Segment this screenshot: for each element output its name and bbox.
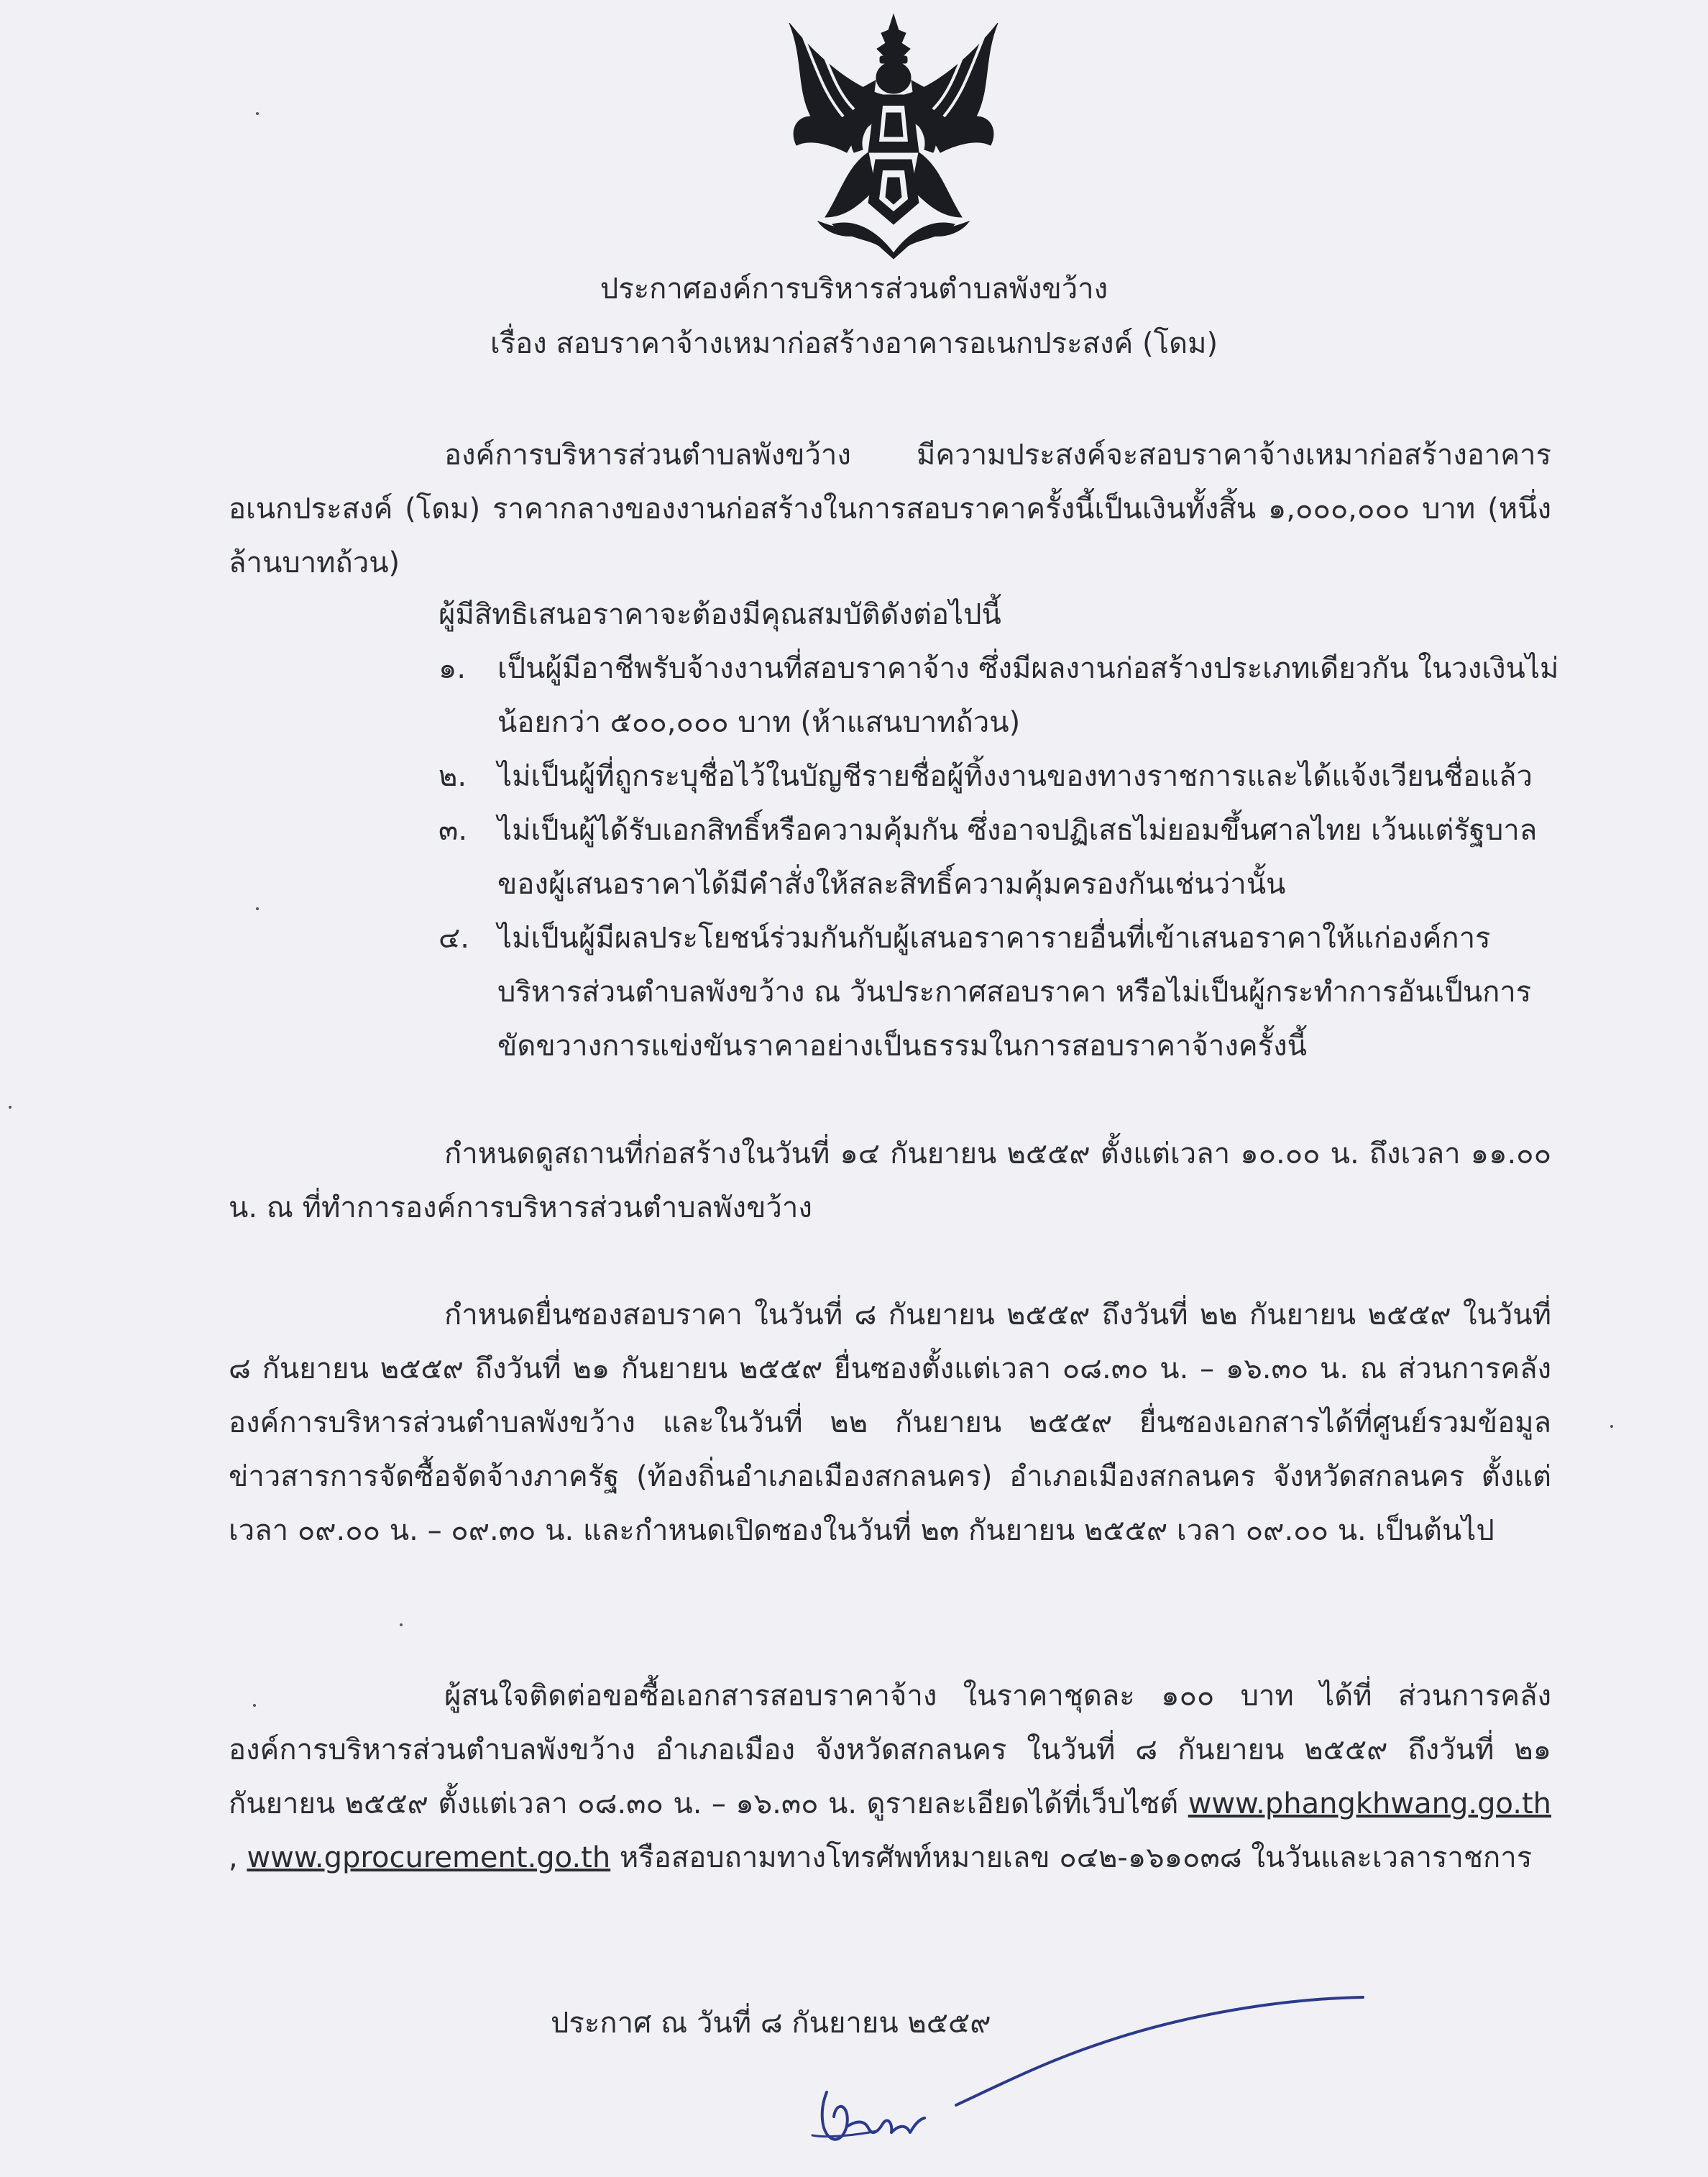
qualifications-intro: ผู้มีสิทธิเสนอราคาจะต้องมีคุณสมบัติดังต่อไปนี้ xyxy=(439,598,1001,631)
qualifications-list xyxy=(439,642,1560,1073)
list-item xyxy=(439,912,1560,1073)
list-item-number: ๑. xyxy=(439,652,467,685)
list-item xyxy=(439,804,1560,912)
website-link-phangkhwang[interactable]: www.phangkhwang.go.th xyxy=(1188,1787,1551,1820)
garuda-emblem-icon xyxy=(775,9,1012,260)
announcement-subject: เรื่อง สอบราคาจ้างเหมาก่อสร้างอาคารอเนกประสงค์ (โดม) xyxy=(490,327,1218,360)
scan-speck xyxy=(9,1106,12,1109)
scan-speck xyxy=(256,112,259,115)
list-item-text: ไม่เป็นผู้มีผลประโยชน์ร่วมกันกับผู้เสนอราคารายอื่นที่เข้าเสนอราคาให้แก่องค์การบริหารส่วนตำบลพังขว้าง ณ วันประกาศสอบราคา หรือไม่เป็นผู้กระทำการอันเป็นการขัดขวางการแข่งขันราคาอย่างเป็นธรรมในการสอบราคาจ้างครั้งนี้ xyxy=(497,922,1532,1063)
list-item-text: ไม่เป็นผู้ที่ถูกระบุชื่อไว้ในบัญชีรายชื่อผู้ทิ้งงานของทางราชการและได้แจ้งเวียนชื่อแล้ว xyxy=(497,760,1533,793)
list-item-text: ไม่เป็นผู้ได้รับเอกสิทธิ์หรือความคุ้มกัน ซึ่งอาจปฏิเสธไม่ยอมขึ้นศาลไทย เว้นแต่รัฐบาลของผู้เสนอราคาได้มีคำสั่งให้สละสิทธิ์ความคุ้มครองกันเช่นว่านั้น xyxy=(497,814,1538,901)
submission-paragraph: กำหนดยื่นซองสอบราคา ในวันที่ ๘ กันยายน ๒๕๕๙ ถึงวันที่ ๒๒ กันยายน ๒๕๕๙ ในวันที่ ๘ กันยายน ๒๕๕๙ ถึงวันที่ ๒๑ กันยายน ๒๕๕๙ ยื่นซองตั้งแต่เวลา ๐๘.๓๐ น. – ๑๖.๓๐ น. ณ ส่วนการคลัง องค์การบริหารส่วนตำบลพังขว้าง และในวันที่ ๒๒ กันยายน ๒๕๕๙ ยื่นซองเอกสารได้ที่ศูนย์รวมข้อมูลข่าวสารการจัดซื้อจัดจ้างภาครัฐ (ท้องถิ่นอำเภอเมืองสกลนคร) อำเภอเมืองสกลนคร จังหวัดสกลนคร ตั้งแต่เวลา ๐๙.๐๐ น. – ๐๙.๓๐ น. และกำหนดเปิดซองในวันที่ ๒๓ กันยายน ๒๕๕๙ เวลา ๐๙.๐๐ น. เป็นต้นไป xyxy=(229,1298,1552,1547)
scan-speck xyxy=(256,907,259,910)
list-item xyxy=(439,642,1560,750)
list-item xyxy=(439,750,1560,804)
contact-text: ผู้สนใจติดต่อขอซื้อเอกสารสอบราคาจ้าง ในราคาชุดละ ๑๐๐ บาท ได้ที่ ส่วนการคลัง องค์การบริหารส่วนตำบลพังขว้าง อำเภอเมือง จังหวัดสกลนคร ในวันที่ ๘ กันยายน ๒๕๕๙ ถึงวันที่ ๒๑ กันยายน ๒๕๕๙ ตั้งแต่เวลา ๐๘.๓๐ น. – ๑๖.๓๐ น. ดูรายละเอียดได้ที่เว็บไซต์ xyxy=(229,1679,1551,1820)
website-link-gprocurement[interactable]: www.gprocurement.go.th xyxy=(247,1841,611,1874)
list-item-text: เป็นผู้มีอาชีพรับจ้างงานที่สอบราคาจ้าง ซึ่งมีผลงานก่อสร้างประเภทเดียวกัน ในวงเงินไม่น้อยกว่า ๕๐๐,๐๐๐ บาท (ห้าแสนบาทถ้วน) xyxy=(497,652,1559,739)
list-item-number: ๔. xyxy=(439,922,469,955)
site-visit-paragraph: กำหนดดูสถานที่ก่อสร้างในวันที่ ๑๔ กันยายน ๒๕๕๙ ตั้งแต่เวลา ๑๐.๐๐ น. ถึงเวลา ๑๑.๐๐ น. ณ ที่ทำการองค์การบริหารส่วนตำบลพังขว้าง xyxy=(229,1137,1551,1224)
scan-speck xyxy=(1610,1425,1613,1428)
list-item-number: ๒. xyxy=(439,760,467,793)
handwritten-signature-icon xyxy=(784,1984,1387,2177)
contact-paragraph xyxy=(229,1669,1551,1885)
announcement-title: ประกาศองค์การบริหารส่วนตำบลพังขว้าง xyxy=(600,272,1108,306)
scan-speck xyxy=(400,1623,403,1626)
intro-paragraph: องค์การบริหารส่วนตำบลพังขว้าง มีความประสงค์จะสอบราคาจ้างเหมาก่อสร้างอาคารอเนกประสงค์ (โดม) ราคากลางของงานก่อสร้างในการสอบราคาครั้งนี้เป็นเงินทั้งสิ้น ๑,๐๐๐,๐๐๐ บาท (หนึ่งล้านบาทถ้วน) xyxy=(229,439,1551,579)
link-separator: , xyxy=(229,1841,247,1874)
announcement-date: ประกาศ ณ วันที่ ๘ กันยายน ๒๕๕๙ xyxy=(551,2007,991,2040)
contact-phone-text: หรือสอบถามทางโทรศัพท์หมายเลข ๐๔๒-๑๖๑๐๓๘ ในวันและเวลาราชการ xyxy=(610,1841,1533,1874)
list-item-number: ๓. xyxy=(439,814,468,847)
scan-speck xyxy=(253,1704,256,1707)
